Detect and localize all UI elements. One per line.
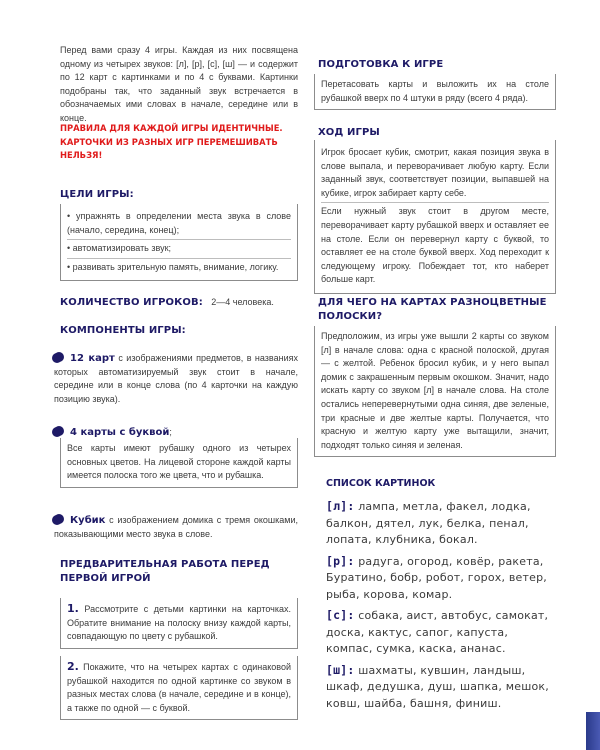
component-item-2: 4 карты с буквой;	[54, 422, 298, 440]
stripes-heading: ДЛЯ ЧЕГО НА КАРТАХ РАЗНОЦВЕТНЫЕ ПОЛОСКИ?	[318, 297, 547, 322]
component-3-title: Кубик	[70, 515, 106, 526]
pictures-group-sh: [ш]: шахматы, кувшин, ландыш, шкаф, дедушка, душ, шапка, мешок, ковш, шайба, башня, финиш.	[326, 662, 549, 710]
goal-item: • развивать зрительную память, внимание, логику.	[67, 261, 279, 272]
stripes-text: Предположим, из игры уже вышли 2 карты со звуком [л] в начале слова: одна с красной полоской, другая — с желтой. Ребенок бросил кубик, и у него выпал домик с закрашенным первым окошком. Значит, надо искать карту со звуком [л] в начале слова. На столе остались неперевернутыми одна синяя, две зеленые, три красные и две желтые карты. Получается, что красную и желтую карту уже вытащили, значит, подходят только синяя и зеленая.	[321, 331, 549, 450]
goal-item: • упражнять в определении места звука в слове (начало, середина, конец);	[67, 208, 291, 240]
pictures-heading: СПИСОК КАРТИНОК	[326, 478, 436, 489]
rules-warning	[60, 122, 298, 163]
preparation-box	[314, 74, 556, 110]
preparation-heading: ПОДГОТОВКА К ИГРЕ	[318, 59, 444, 70]
component-3-text: с изображением домика с тремя окошками, показывающими место звука в слове.	[54, 515, 298, 539]
stripes-box	[314, 326, 556, 457]
rules-line-1: ПРАВИЛА ДЛЯ КАЖДОЙ ИГРЫ ИДЕНТИЧНЫЕ.	[60, 123, 283, 133]
pictures-list	[326, 498, 554, 712]
component-item-1	[54, 352, 298, 406]
step-1-number: 1.	[67, 602, 79, 615]
preparation-text: Перетасовать карты и выложить их на столе рубашкой вверх по 4 штуки в ряду (всего 4 ряда).	[321, 79, 549, 103]
bullet-icon	[54, 426, 64, 436]
rules-line-3: НЕЛЬЗЯ!	[60, 150, 103, 160]
gameplay-box	[314, 140, 556, 294]
component-item-3	[54, 514, 298, 541]
step-2-number: 2.	[67, 660, 79, 673]
step-2-text: Покажите, что на четырех картах с одинаковой рубашкой находится по одной картинке со звуком в разных местах слова (в начале, середине и в конце), а также по одной — с буквой.	[67, 662, 291, 713]
component-2-box	[60, 438, 298, 488]
players-heading: КОЛИЧЕСТВО ИГРОКОВ:	[60, 297, 203, 308]
players-line	[60, 292, 300, 310]
corner-decoration	[586, 712, 600, 750]
players-value: 2—4 человека.	[211, 297, 274, 307]
goals-box	[60, 204, 298, 281]
component-2-text: Все карты имеют рубашку одного из четырех основных цветов. На лицевой стороне каждой карты имеется полоска того же цвета, что и рубашка.	[67, 443, 291, 481]
pictures-group-l: [л]: лампа, метла, факел, лодка, балкон, дятел, лук, белка, пенал, лопата, клубника, бокал.	[326, 499, 531, 546]
bullet-icon	[54, 514, 64, 524]
gameplay-paragraph: Если нужный звук стоит в другом месте, переворачивает карту рубашкой вверх и оставляет ее на столе. Если он перевернул карту с буквой, то оставляет ее на столе буквой вверх. Ход переходит к следующему игроку. Побеждает тот, кто наберет больше карт.	[321, 206, 549, 285]
component-2-title: 4 карты с буквой	[70, 427, 170, 438]
prework-heading: ПРЕДВАРИТЕЛЬНАЯ РАБОТА ПЕРЕД ПЕРВОЙ ИГРОЙ	[60, 559, 270, 584]
goal-item: • автоматизировать звук;	[67, 240, 291, 259]
step-1-text: Рассмотрите с детьми картинки на карточках. Обратите внимание на полоску внизу каждой карты, совпадающую по цвету с рубашкой.	[67, 604, 291, 642]
prework-step-1	[60, 598, 298, 649]
components-heading: КОМПОНЕНТЫ ИГРЫ:	[60, 325, 186, 336]
component-1-title: 12 карт	[70, 353, 115, 364]
intro-paragraph: Перед вами сразу 4 игры. Каждая из них посвящена одному из четырех звуков: [л], [р], [с], [ш] — и содержит по 12 карт с картинками и по 4 с буквами. Картинки подобраны так, что заданный звук встречается в обозначаемых ими словах в начале, середине или в конце.	[60, 45, 298, 123]
component-1-text: с изображениями предметов, в названиях которых автоматизируемый звук стоит в начале, середине или в конце слова (по 4 карточки на каждую позицию звука).	[54, 353, 298, 404]
bullet-icon	[54, 352, 64, 362]
prework-step-2	[60, 656, 298, 720]
pictures-group-s: [с]: собака, аист, автобус, самокат, доска, кактус, сапог, капуста, компас, сумка, каска, ананас.	[326, 608, 549, 655]
gameplay-paragraph: Игрок бросает кубик, смотрит, какая позиция звука в слове выпала, и переворачивает любую карту. Если заданный звук, соответствует позиции, выпавшей на кубике, игрок забирает карту себе.	[321, 144, 549, 203]
pictures-group-r: [р]: радуга, огород, ковёр, ракета, Буратино, бобр, робот, горох, ветер, рыба, корова, комар.	[326, 553, 547, 601]
rules-line-2: КАРТОЧКИ ИЗ РАЗНЫХ ИГР ПЕРЕМЕШИВАТЬ	[60, 136, 278, 147]
gameplay-heading: ХОД ИГРЫ	[318, 127, 380, 138]
goals-heading: ЦЕЛИ ИГРЫ:	[60, 189, 134, 200]
